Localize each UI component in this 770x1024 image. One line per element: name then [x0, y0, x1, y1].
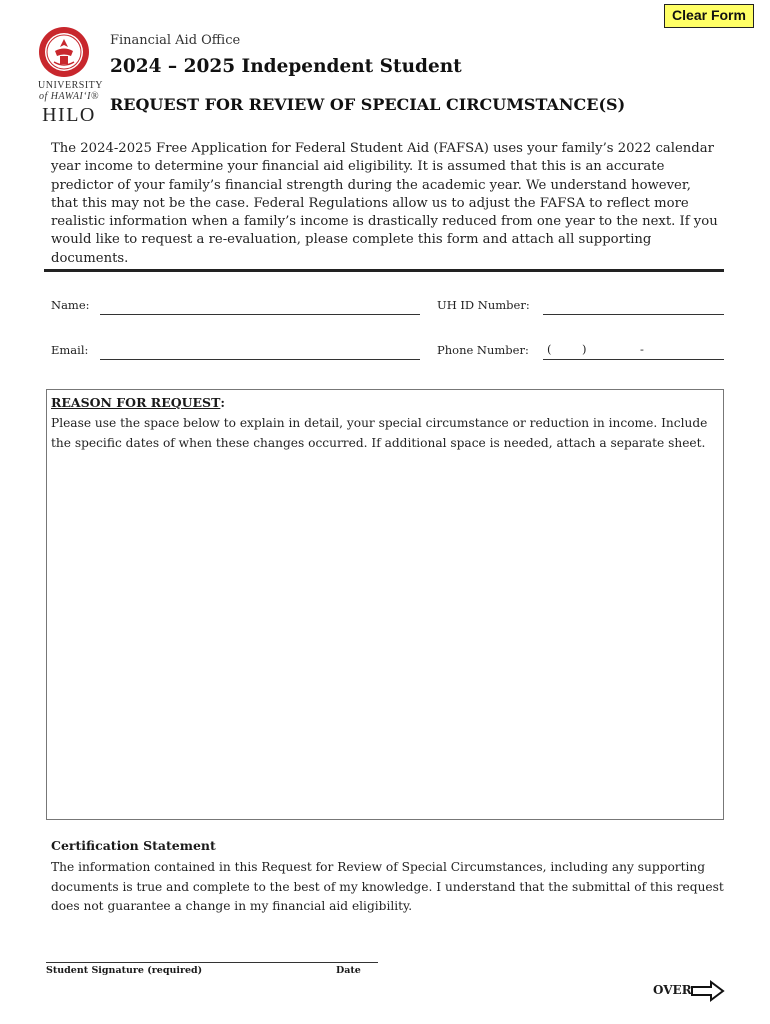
reason-heading-colon: :: [220, 395, 225, 410]
reason-heading-text: REASON FOR REQUEST: [51, 395, 221, 410]
page-title: 2024 – 2025 Independent Student: [110, 56, 462, 77]
signature-field[interactable]: [46, 962, 378, 963]
logo-hawaii: of HAWAIʻI®: [38, 91, 100, 102]
clear-form-button[interactable]: Clear Form: [664, 4, 754, 28]
reason-heading: [51, 395, 225, 410]
form-subtitle: REQUEST FOR REVIEW OF SPECIAL CIRCUMSTANCE(S): [110, 95, 626, 114]
email-label: Email:: [51, 343, 89, 357]
name-label: Name:: [51, 298, 90, 312]
logo-university: UNIVERSITY: [38, 80, 103, 91]
signature-label: Student Signature (required): [46, 965, 203, 976]
date-label: Date: [336, 965, 361, 976]
phone-label: Phone Number:: [437, 343, 529, 357]
reason-textarea[interactable]: [46, 389, 724, 820]
arrow-right-icon: [691, 980, 725, 1002]
name-field[interactable]: [100, 314, 420, 315]
intro-paragraph: The 2024-2025 Free Application for Federal Student Aid (FAFSA) uses your family’s 2022 calendar year income to determine your financial aid eligibility. It is assumed that this is an accurate predictor of your family’s financial strength during the academic year. We understand however, that this may not be the case. Federal Regulations allow us to adjust the FAFSA to reflect more realistic information when a family’s income is drastically reduced from one year to the next. If you would like to request a re-evaluation, please complete this form and attach all supporting documents.: [51, 141, 718, 266]
certification-heading: Certification Statement: [51, 838, 216, 853]
phone-dash: -: [640, 342, 644, 356]
reason-instructions: Please use the space below to explain in detail, your special circumstance or reduction in income. Include the specific dates of when these changes occurred. If additional space is needed, attach a separate sheet.: [51, 416, 708, 450]
email-field[interactable]: [100, 359, 420, 360]
certification-text: The information contained in this Request for Review of Special Circumstances, including any supporting documents is true and complete to the best of my knowledge. I understand that the submittal of this request does not guarantee a change in my financial aid eligibility.: [51, 860, 724, 914]
uhid-field[interactable]: [543, 314, 724, 315]
logo-wordmark: [38, 80, 103, 102]
phone-area-open: (: [547, 342, 552, 356]
divider: [44, 269, 724, 272]
phone-area-close: ): [582, 342, 587, 356]
phone-field[interactable]: [543, 359, 724, 360]
logo-campus: HILO: [42, 104, 96, 126]
uhid-label: UH ID Number:: [437, 298, 530, 312]
over-label: OVER: [653, 983, 692, 997]
university-seal-icon: [38, 26, 90, 78]
department-name: Financial Aid Office: [110, 33, 241, 48]
